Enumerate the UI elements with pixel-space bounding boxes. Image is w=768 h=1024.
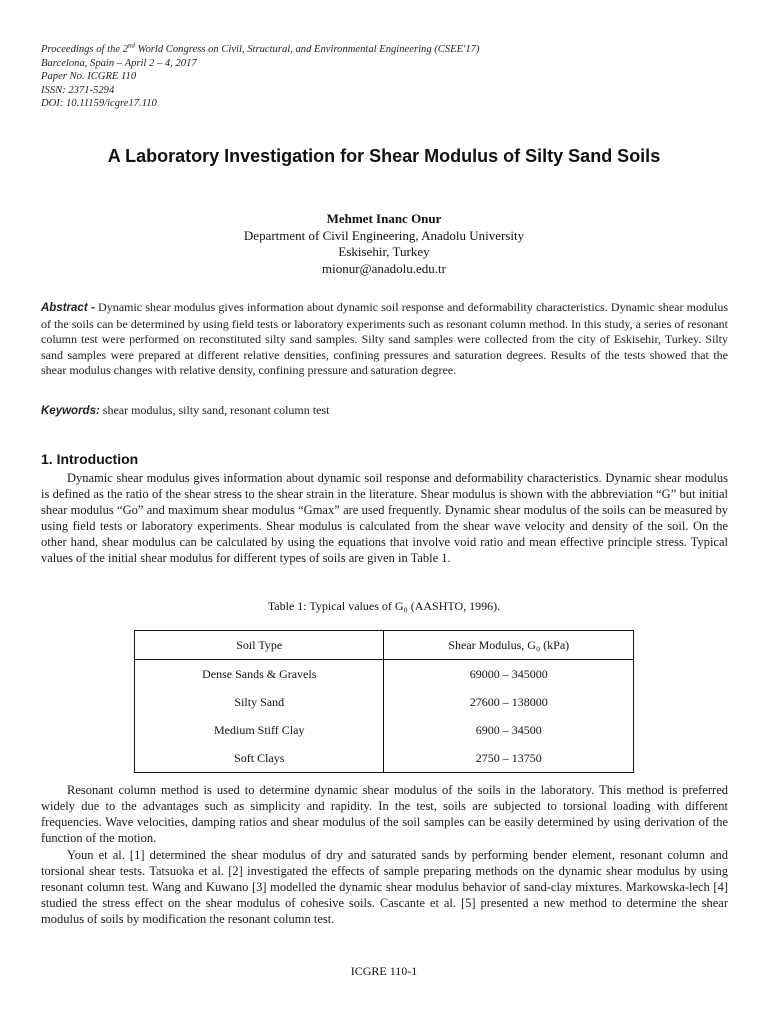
table-header-shear-modulus: Shear Modulus, G₀ (kPa) bbox=[384, 631, 634, 660]
paper-title: A Laboratory Investigation for Shear Modulus of Silty Sand Soils bbox=[107, 146, 661, 166]
author-block bbox=[84, 211, 684, 277]
table-row bbox=[135, 688, 634, 716]
abstract-text: Dynamic shear modulus gives information about dynamic soil response and deformability characteristics. Dynamic shear modulus of the soils can be determined by using field tests or laboratory experiments such as resonant column method. In this study, a series of resonant column test were performed on reconstituted silty sand samples. Silty sand samples were collected from the city of Eskisehir, Turkey. Silty sand samples were prepared at different relative densities, confining pressures and saturation degrees. Results of the tests showed that the shear modulus changes with relative density, confining pressure and saturation degree. bbox=[41, 300, 728, 378]
keywords-label: Keywords: bbox=[41, 405, 100, 417]
intro-paragraph-3 bbox=[41, 847, 728, 927]
author-department: Department of Civil Engineering, Anadolu University bbox=[243, 227, 525, 243]
table-row bbox=[135, 744, 634, 773]
shear-modulus-table bbox=[134, 630, 634, 773]
keywords bbox=[41, 403, 728, 419]
table-row bbox=[135, 660, 634, 689]
table-cell: Medium Stiff Clay bbox=[135, 716, 384, 744]
table-row bbox=[135, 716, 634, 744]
intro-paragraph-3-text: Youn et al. [1] determined the shear modulus of dry and saturated sands by performing bender element, resonant column and torsional shear tests. Tatsuoka et al. [2] investigated the effects of sample preparing methods on the dynamic shear modulus by using resonant column test. Wang and Kuwano [3] modelled the dynamic shear modulus behavior of sand-clay mixtures. Markowska-lech [4] studied the stress effect on the shear modulus of cohesive soils. Cascante et al. [5] presented a new method to determine the shear modulus of soils by modification the resonant column test. bbox=[41, 848, 728, 927]
proceedings-line-4: ISSN: 2371-5294 bbox=[41, 84, 115, 96]
intro-paragraph-2 bbox=[41, 782, 728, 846]
table-cell: Silty Sand bbox=[135, 688, 384, 716]
abstract-label: Abstract - bbox=[41, 302, 95, 314]
author-name: Mehmet Inanc Onur bbox=[326, 211, 442, 226]
table-cell: 69000 – 345000 bbox=[384, 660, 634, 689]
proceedings-line-1-prefix: Proceedings of the 2 bbox=[41, 44, 128, 55]
proceedings-line-1-sup: nd bbox=[128, 41, 135, 50]
abstract bbox=[41, 300, 728, 379]
proceedings-line-3: Paper No. ICGRE 110 bbox=[41, 71, 137, 83]
section-heading-introduction: 1. Introduction bbox=[41, 451, 139, 467]
proceedings-line-1 bbox=[41, 43, 479, 57]
table-caption: Table 1: Typical values of G₀ (AASHTO, 1996). bbox=[267, 599, 501, 613]
proceedings-line-1-suffix: World Congress on Civil, Structural, and Environmental Engineering (CSEE'17) bbox=[135, 44, 480, 55]
table-cell: 6900 – 34500 bbox=[384, 716, 634, 744]
intro-paragraph-1-text: Dynamic shear modulus gives information about dynamic soil response and deformability characteristics. Dynamic shear modulus is defined as the ratio of the shear stress to the shear strain in the literature. Shear modulus is shown with the abbreviation “G” but initial shear modulus “Go” and maximum shear modulus “Gmax” are used frequently. Dynamic shear modulus of the soils can be measured by using field tests or laboratory experiments. Shear modulus is calculated from the shear wave velocity and density of the soil. On the other hand, shear modulus can be calculated by using the equations that involve void ratio and mean effective principle stress. Typical values of the initial shear modulus for different types of soils are given in Table 1. bbox=[41, 471, 728, 566]
table-cell: Soft Clays bbox=[135, 744, 384, 773]
intro-paragraph-1 bbox=[41, 470, 728, 567]
keywords-text: shear modulus, silty sand, resonant column test bbox=[99, 403, 330, 417]
table-cell: 2750 – 13750 bbox=[384, 744, 634, 773]
table-cell: Dense Sands & Gravels bbox=[135, 660, 384, 689]
author-city: Eskisehir, Turkey bbox=[338, 244, 430, 259]
table-cell: 27600 – 138000 bbox=[384, 688, 634, 716]
proceedings-line-2: Barcelona, Spain – April 2 – 4, 2017 bbox=[41, 57, 197, 69]
proceedings-line-5: DOI: 10.11159/icgre17.110 bbox=[41, 98, 157, 110]
table-header-row bbox=[135, 631, 634, 660]
table-header-soil-type: Soil Type bbox=[135, 631, 384, 660]
intro-paragraph-2-text: Resonant column method is used to determine dynamic shear modulus of the soils in the laboratory. This method is preferred widely due to the advantages such as simplicity and rapidity. In the test, soils are subjected to torsional loading with different frequencies. Wave velocities, damping ratios and shear modulus of the soil samples can be easily determined by using derivation of the function of the motion. bbox=[41, 783, 728, 846]
proceedings-header bbox=[41, 43, 479, 111]
page-footer: ICGRE 110-1 bbox=[350, 964, 418, 978]
author-email: mionur@anadolu.edu.tr bbox=[322, 260, 446, 276]
